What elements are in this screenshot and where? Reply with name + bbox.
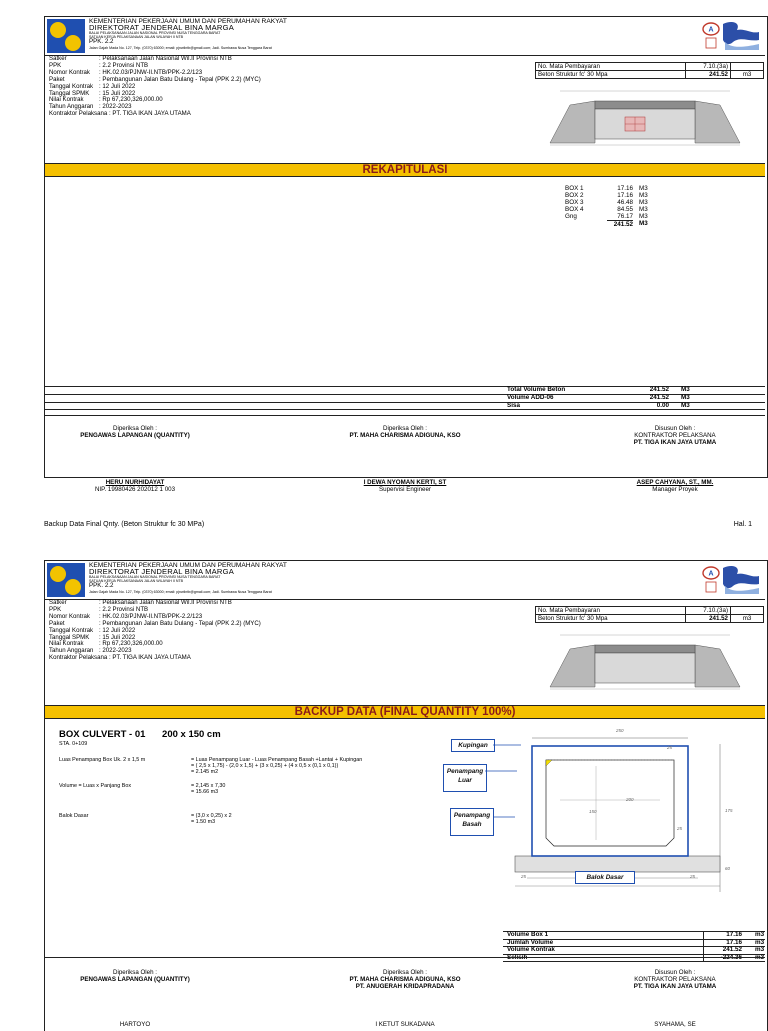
logo-mark xyxy=(65,579,81,595)
divider xyxy=(45,957,765,958)
info-key: Tahun Anggaran xyxy=(49,647,94,655)
info-value: : 2.2 Provinsi NTB xyxy=(99,61,149,69)
box-title-row xyxy=(59,729,221,740)
signature-caption: Disusun Oleh : xyxy=(654,969,696,976)
totals-label: Sisa xyxy=(507,401,520,409)
info-value: : 2.2 Provinsi NTB xyxy=(99,605,149,613)
contractor-logos xyxy=(701,564,761,596)
signer-2-cut: I KETUT SUKADANA xyxy=(375,1021,435,1028)
info-value: : 12 Juli 2022 xyxy=(99,626,136,634)
signature-org-secondary: PT. ANUGERAH KRIDAPRADANA xyxy=(355,983,455,990)
info-key: Tanggal SPMK xyxy=(49,633,90,641)
dim-base-height: 60 xyxy=(725,866,731,871)
signature-preparer xyxy=(585,969,765,990)
calc-line: = 2.145 m2 xyxy=(191,769,219,776)
section-band-rekapitulasi: REKAPITULASI xyxy=(45,163,765,177)
recap-unit: M3 xyxy=(639,199,648,207)
page-number: Hal. 1 xyxy=(733,521,752,528)
recap-unit: M3 xyxy=(639,213,648,221)
pupr-logo xyxy=(47,19,85,53)
contractor-line: Kontraktor Pelaksana : PT. TIGA IKAN JAYA UTAMA xyxy=(49,110,191,118)
office-line-2: SATUAN KERJA PELAKSANAAN JALAN WILAYAH II NTB xyxy=(89,35,184,40)
bridge-elevation-drawing xyxy=(540,83,750,149)
box-size: 200 x 150 cm xyxy=(162,729,221,740)
recap-total-row xyxy=(565,220,648,228)
recap-unit: M3 xyxy=(639,185,648,192)
signature-caption: Diperiksa Oleh : xyxy=(382,969,428,976)
logo-mark xyxy=(50,566,66,582)
signature-checker-1 xyxy=(45,969,225,983)
info-key: Tahun Anggaran xyxy=(49,103,94,111)
letterhead xyxy=(45,17,765,56)
recap-row xyxy=(565,199,648,206)
info-key: Paket xyxy=(49,619,65,627)
dim-right-height: 175 xyxy=(725,808,733,813)
signature-org: PT. TIGA IKAN JAYA UTAMA xyxy=(633,983,717,990)
recap-unit: M3 xyxy=(639,206,648,214)
recap-value: 17.16 xyxy=(617,185,633,192)
payment-unit: m3 xyxy=(731,615,764,623)
totals-value: 241.52 xyxy=(649,386,669,393)
calc-line: = ( 2,5 x 1,75) - (2,0 x 1,5) + (3 x 0,25) + (4 x 0,5 x (0,1 x 0,1)) xyxy=(191,763,339,770)
info-value: : 2022-2023 xyxy=(99,103,132,111)
office-line-2: SATUAN KERJA PELAKSANAAN JALAN WILAYAH II NTB xyxy=(89,579,184,584)
signer-1 xyxy=(45,479,225,493)
info-key: Tanggal Kontrak xyxy=(49,626,94,634)
totals-table xyxy=(45,386,765,416)
info-key: PPK xyxy=(49,605,62,613)
info-key: Satker xyxy=(49,599,67,606)
totals-row xyxy=(45,403,765,411)
station: STA. 0+109 xyxy=(59,741,88,747)
info-value: : HK.02.03/PJNW-II.NTB/PPK-2.2/123 xyxy=(99,68,203,76)
contractor-line: Kontraktor Pelaksana : PT. TIGA IKAN JAYA UTAMA xyxy=(49,654,191,662)
info-value: : 15 Juli 2022 xyxy=(99,633,136,641)
calc-volume-lines xyxy=(191,783,225,795)
volume-label: Selisih xyxy=(507,953,528,961)
payment-item: Beton Struktur fc' 30 Mpa xyxy=(536,71,686,79)
volume-value: 17.16 xyxy=(703,940,742,947)
signature-org: PT. MAHA CHARISMA ADIGUNA, KSO xyxy=(349,432,461,439)
info-value: : Pelaksanaan Jalan Nasional Wil.II Provinsi NTB xyxy=(99,55,232,62)
callout-balok-dasar: Balok Dasar xyxy=(575,871,635,884)
totals-value: 241.52 xyxy=(649,393,669,401)
signature-preparer xyxy=(585,425,765,446)
info-value: : Pelaksanaan Jalan Nasional Wil.II Provinsi NTB xyxy=(99,599,232,606)
info-key: PPK xyxy=(49,61,62,69)
payment-code: 7.10.(3a) xyxy=(686,63,731,71)
signature-role: KONTRAKTOR PELAKSANA xyxy=(634,976,716,983)
recap-row xyxy=(565,185,648,192)
dim-side-left: 25 xyxy=(521,874,527,879)
recap-name: BOX 3 xyxy=(565,199,584,207)
signature-org: PENGAWAS LAPANGAN (QUANTITY) xyxy=(80,976,190,983)
box-culvert-section-drawing xyxy=(500,726,765,936)
volume-label: Volume Box 1 xyxy=(507,931,549,938)
info-key: Satker xyxy=(49,55,67,62)
signer-role: Manager Proyek xyxy=(652,486,698,493)
recap-row xyxy=(565,213,648,220)
info-value: : 12 Juli 2022 xyxy=(99,82,136,90)
signer-name: I DEWA NYOMAN KERTI, ST xyxy=(363,479,447,486)
volume-label: Volume Kontrak xyxy=(507,946,555,953)
recap-row xyxy=(565,206,648,213)
address-line: Jalan Gajah Mada No. 127, Telp. (0370) 63000; email: pjnwilntb@gmail.com; Jadi. Sumbawa Nusa Tenggara Barat xyxy=(89,589,272,594)
calc-area-label: Luas Penampang Box Uk. 2 x 1,5 m xyxy=(59,757,146,763)
svg-text:A: A xyxy=(708,570,714,578)
dim-inner-width: 200 xyxy=(626,797,634,802)
recap-value: 46.48 xyxy=(617,199,633,207)
bridge-elevation-drawing xyxy=(540,627,750,693)
signature-caption: Diperiksa Oleh : xyxy=(112,969,158,976)
recap-value: 17.16 xyxy=(617,192,633,200)
info-key: Nilai Kontrak xyxy=(49,96,84,104)
signature-checker-1 xyxy=(45,425,225,439)
letterhead xyxy=(45,561,765,600)
recap-name: BOX 2 xyxy=(565,192,584,200)
project-info xyxy=(49,600,261,662)
info-value: : Rp 67,230,326,000.00 xyxy=(99,640,163,648)
recap-name: Gng xyxy=(565,213,577,221)
office-line-1: BALAI PELAKSANAAN JALAN NASIONAL PROVINSI NUSA TENGGARA BARAT xyxy=(89,575,221,580)
recap-value: 76.17 xyxy=(617,213,633,221)
signer-nip: NIP. 19980426 202012 1 003 xyxy=(94,486,176,493)
calc-line: = 2,145 x 7,30 xyxy=(191,783,226,789)
signer-name: ASEP CAHYANA, ST., MM. xyxy=(636,479,714,486)
recap-list xyxy=(565,185,648,229)
info-key: Paket xyxy=(49,75,65,83)
signature-org: PT. MAHA CHARISMA ADIGUNA, KSO xyxy=(349,976,461,983)
directorate-name: DIREKTORAT JENDERAL BINA MARGA xyxy=(89,23,234,33)
signature-org: PT. TIGA IKAN JAYA UTAMA xyxy=(633,439,717,446)
signer-1-cut: HARTOYO xyxy=(119,1021,151,1028)
calc-line: = (3,0 x 0,25) x 2 xyxy=(191,813,232,819)
volume-unit: m3 xyxy=(755,946,765,953)
page-footer-title: Backup Data Final Qnty. (Beton Struktur fc 30 MPa) xyxy=(44,521,205,528)
payment-label: No. Mata Pembayaran xyxy=(536,607,686,615)
totals-unit: M3 xyxy=(681,401,690,409)
signature-checker-2 xyxy=(305,425,505,439)
payment-box xyxy=(535,606,764,623)
callout-arrows xyxy=(485,737,525,837)
project-info xyxy=(49,56,261,118)
volume-row xyxy=(503,955,765,963)
calc-line: = Luas Penampang Luar - Luas Penampang Basah +Lantai + Kupingan xyxy=(191,757,363,763)
calc-volume-label: Volume = Luas x Panjang Box xyxy=(59,783,132,789)
info-value: : 15 Juli 2022 xyxy=(99,89,136,97)
dim-haunch: 25 xyxy=(667,745,673,750)
volume-unit: m3 xyxy=(755,953,765,961)
svg-text:A: A xyxy=(708,26,714,34)
signature-checker-2 xyxy=(305,969,505,990)
calc-beam-label: Balok Dasar xyxy=(59,813,89,819)
calc-line: = 1.50 m3 xyxy=(191,819,216,826)
box-title: BOX CULVERT - 01 xyxy=(59,729,146,740)
payment-box xyxy=(535,62,764,79)
totals-label: Total Volume Beton xyxy=(507,386,566,393)
totals-value: 0.00 xyxy=(656,401,669,409)
info-key: Nomor Kontrak xyxy=(49,612,90,620)
page-1 xyxy=(44,16,768,493)
info-key: Tanggal Kontrak xyxy=(49,82,94,90)
recap-name: BOX 4 xyxy=(565,206,584,214)
ministry-block xyxy=(89,563,287,594)
signer-2 xyxy=(305,479,505,493)
section-band-backup-data: BACKUP DATA (FINAL QUANTITY 100%) xyxy=(45,705,765,719)
totals-label: Volume ADD-06 xyxy=(507,393,554,401)
dim-side-right: 25 xyxy=(690,874,696,879)
signature-caption: Disusun Oleh : xyxy=(654,425,696,432)
callout-penampang-luar: Penampang Luar xyxy=(443,764,487,792)
totals-unit: M3 xyxy=(681,393,690,401)
ppk-label: PPK. 2.2 xyxy=(89,38,114,46)
logo-mark xyxy=(65,35,81,51)
payment-volume: 241.52 xyxy=(686,71,731,79)
signer-role: Supervisi Engineer xyxy=(379,486,431,493)
dim-left-height: 150 xyxy=(589,809,597,814)
page-2 xyxy=(44,560,768,1031)
recap-total-value: 241.52 xyxy=(607,220,633,228)
info-key: Nomor Kontrak xyxy=(49,68,90,76)
contractor-logos xyxy=(701,20,761,52)
volume-unit: m3 xyxy=(755,938,765,946)
recap-row xyxy=(565,192,648,199)
pupr-logo xyxy=(47,563,85,597)
address-line: Jalan Gajah Mada No. 127, Telp. (0370) 63000; email: pjnwilntb@gmail.com; Jadi. Sumbawa Nusa Tenggara Barat xyxy=(89,45,272,50)
payment-label: No. Mata Pembayaran xyxy=(536,63,686,71)
info-value: : Pembangunan Jalan Batu Dulang - Tepal (PPK 2.2) (MYC) xyxy=(99,75,261,83)
info-value: : Pembangunan Jalan Batu Dulang - Tepal (PPK 2.2) (MYC) xyxy=(99,619,261,627)
totals-unit: M3 xyxy=(681,386,690,393)
office-line-1: BALAI PELAKSANAAN JALAN NASIONAL PROVINSI NUSA TENGGARA BARAT xyxy=(89,31,221,36)
payment-item: Beton Struktur fc' 30 Mpa xyxy=(536,615,686,623)
signature-role: KONTRAKTOR PELAKSANA xyxy=(634,432,716,439)
ministry-name: KEMENTERIAN PEKERJAAN UMUM DAN PERUMAHAN RAKYAT xyxy=(89,18,287,25)
payment-unit: m3 xyxy=(731,71,764,79)
calc-beam-lines xyxy=(191,813,232,825)
signature-org: PENGAWAS LAPANGAN (QUANTITY) xyxy=(80,432,190,439)
payment-volume: 241.52 xyxy=(686,615,731,623)
payment-code: 7.10.(3a) xyxy=(686,607,731,615)
info-key: Tanggal SPMK xyxy=(49,89,90,97)
recap-total-unit: M3 xyxy=(639,220,648,228)
volume-value: 241.52 xyxy=(703,947,742,954)
ministry-name: KEMENTERIAN PEKERJAAN UMUM DAN PERUMAHAN RAKYAT xyxy=(89,562,287,569)
totals-spacer-row xyxy=(45,410,765,416)
volume-value: -224.36 xyxy=(703,955,742,962)
volume-value: 17.16 xyxy=(703,932,742,939)
callout-penampang-basah: Penampang Basah xyxy=(450,808,494,836)
directorate-name: DIREKTORAT JENDERAL BINA MARGA xyxy=(89,567,234,577)
volume-label: Jumlah Volume xyxy=(507,938,554,946)
signer-3 xyxy=(585,479,765,493)
signature-caption: Diperiksa Oleh : xyxy=(112,425,158,432)
recap-value: 84.55 xyxy=(617,206,633,214)
info-value: : HK.02.03/PJNW-II.NTB/PPK-2.2/123 xyxy=(99,612,203,620)
ppk-label: PPK. 2.2 xyxy=(89,582,114,590)
recap-name: BOX 1 xyxy=(565,185,584,192)
info-key: Nilai Kontrak xyxy=(49,640,84,648)
signer-name: HERU NURHIDAYAT xyxy=(105,479,165,486)
recap-unit: M3 xyxy=(639,192,648,200)
logo-mark xyxy=(50,22,66,38)
dim-wall: 25 xyxy=(677,826,683,831)
ministry-block xyxy=(89,19,287,50)
calc-area-lines xyxy=(191,757,362,775)
signature-caption: Diperiksa Oleh : xyxy=(382,425,428,432)
signer-3-cut: SYAHAMA, SE xyxy=(654,1021,696,1028)
info-value: : 2022-2023 xyxy=(99,647,132,655)
callout-kupingan: Kupingan xyxy=(451,739,495,752)
info-value: : Rp 67,230,326,000.00 xyxy=(99,96,163,104)
dim-top: 250 xyxy=(616,728,624,733)
volume-unit: m3 xyxy=(755,931,765,938)
calc-line: = 15.66 m3 xyxy=(191,789,219,796)
